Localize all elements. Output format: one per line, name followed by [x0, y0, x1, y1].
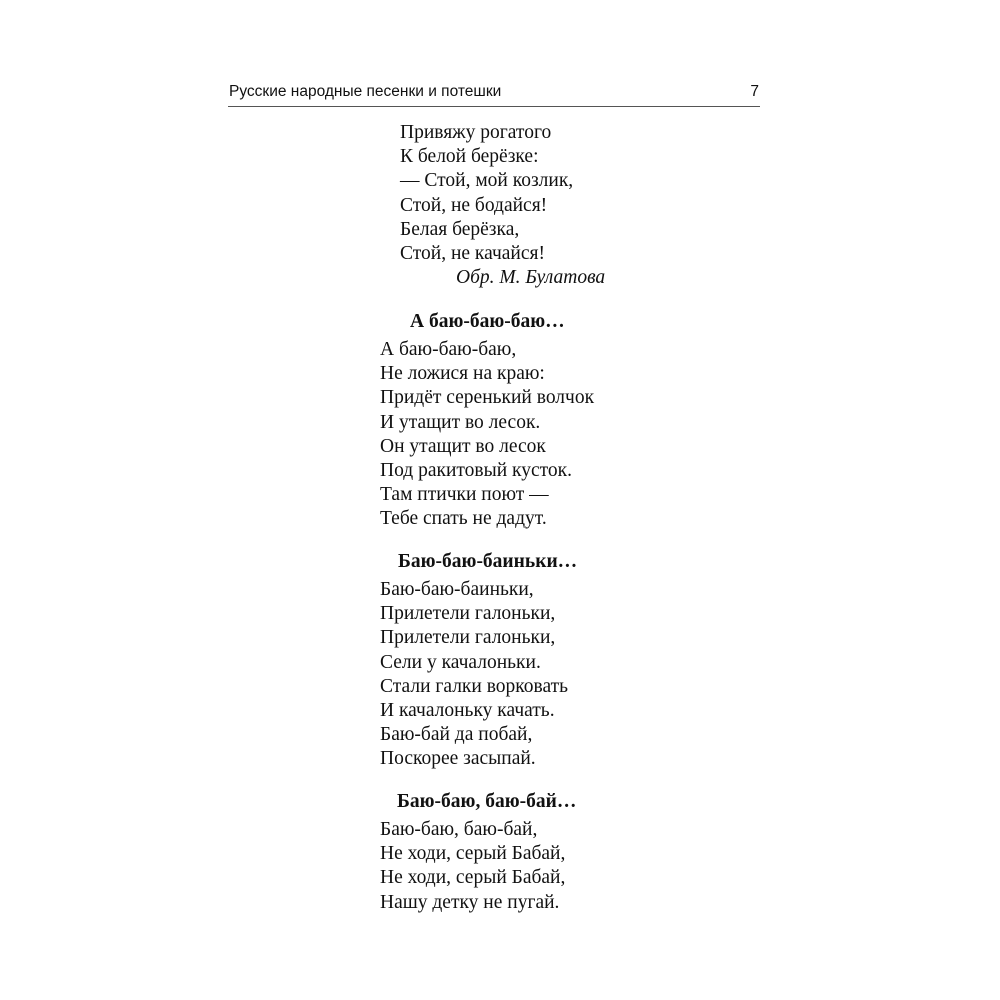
poem-line: Привяжу рогатого — [400, 122, 552, 143]
poem-line: Придёт серенький волчок — [380, 387, 595, 409]
poem-line: Там птички поют — — [380, 484, 549, 506]
poem-body — [380, 818, 565, 915]
poem-line: И утащит во лесок. — [380, 411, 541, 433]
poem-line: Белая берёзка, — [400, 218, 520, 240]
poem-line: Баю-бай да побай, — [380, 724, 533, 746]
poem-title: Баю-баю-баиньки… — [398, 551, 578, 572]
poem-line: Баю-баю-баиньки, — [380, 579, 534, 600]
poem-body — [380, 578, 568, 772]
poem-line: И качалоньку качать. — [380, 700, 555, 722]
poem-line: Прилетели галоньки, — [380, 627, 556, 649]
poem-line: Он утащит во лесок — [380, 435, 546, 457]
poem-line: Не ложися на краю: — [380, 363, 545, 385]
poem-line: А баю-баю-баю, — [380, 339, 517, 360]
poem-line: Прилетели галоньки, — [380, 603, 556, 625]
poem-title: А баю-баю-баю… — [410, 311, 565, 332]
poem-line: Стали галки ворковать — [380, 675, 569, 697]
continued-poem — [400, 121, 573, 266]
poem-line: Поскорее засыпай. — [380, 748, 536, 770]
poem-line: Под ракитовый кусток. — [380, 460, 572, 482]
poem-line: К белой берёзке: — [400, 146, 539, 168]
running-header-title: Русские народные песенки и потешки — [229, 83, 502, 100]
poem-line: Тебе спать не дадут. — [380, 508, 547, 530]
page-number: 7 — [750, 83, 759, 100]
poem-line: Нашу детку не пугай. — [380, 891, 560, 913]
poem-line: Стой, не качайся! — [400, 243, 545, 265]
poem-line: Не ходи, серый Бабай, — [380, 867, 566, 889]
poem-title: Баю-баю, баю-бай… — [397, 791, 577, 812]
poem-line: Баю-баю, баю-бай, — [380, 819, 538, 840]
poem-attribution: Обр. М. Булатова — [456, 267, 606, 288]
poem-line: — Стой, мой козлик, — [400, 170, 574, 192]
poem-body — [380, 338, 594, 532]
poem-line: Сели у качалоньки. — [380, 651, 541, 673]
poem-line: Стой, не бодайся! — [400, 194, 548, 216]
running-header — [228, 80, 760, 107]
poem-line: Не ходи, серый Бабай, — [380, 843, 566, 865]
